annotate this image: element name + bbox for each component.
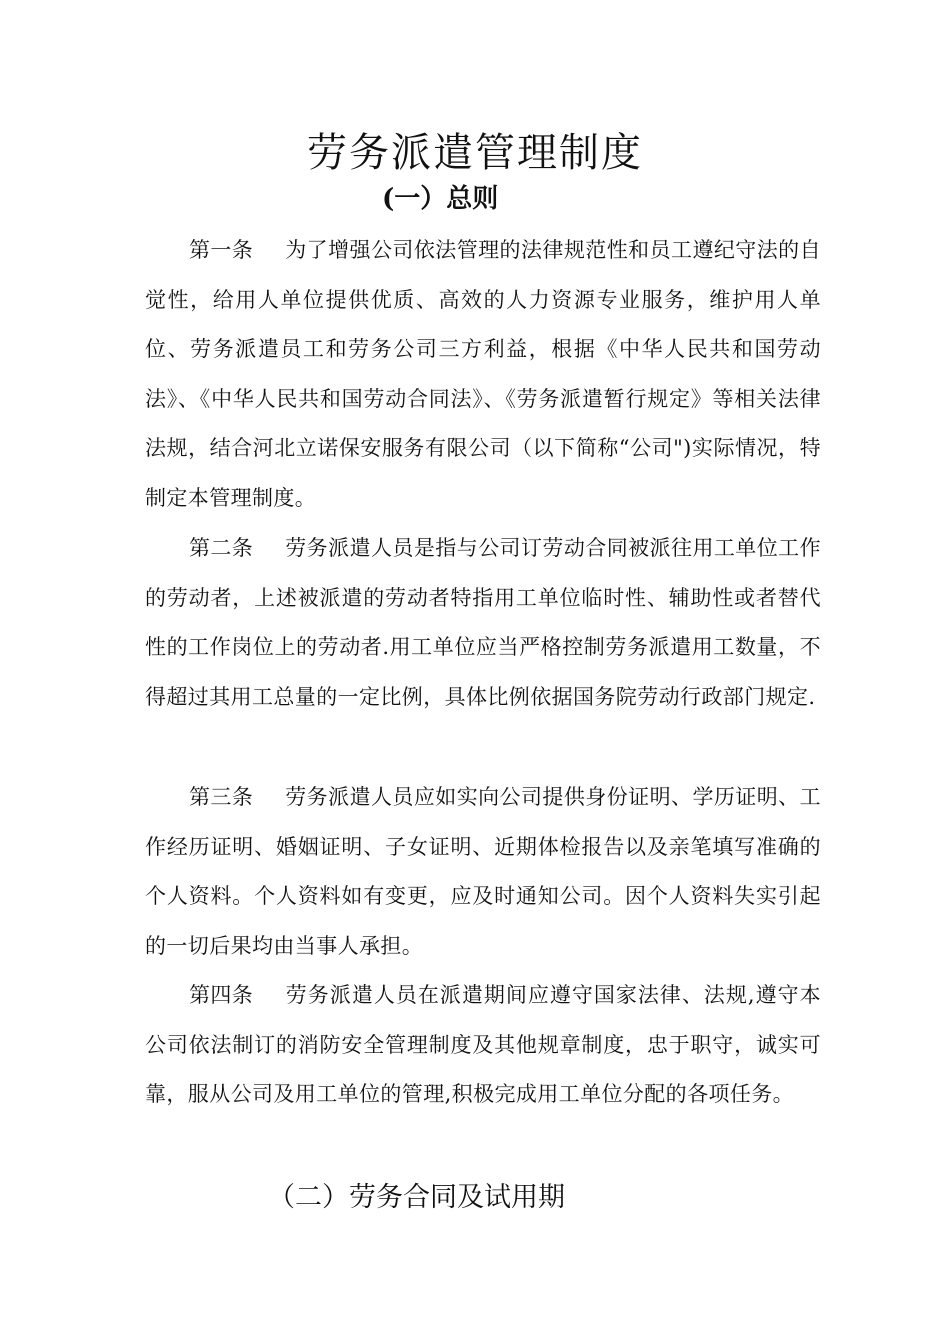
- article-number: 第二条: [189, 536, 254, 560]
- article-number: 第四条: [189, 983, 254, 1007]
- article-text: 劳务派遣人员应如实向公司提供身份证明、学历证明、工作经历证明、婚姻证明、子女证明、近期体检报告以及亲笔填写准确的个人资料。个人资料如有变更，应及时通知公司。因个人资料失实引起的一切后果均由当事人承担。: [145, 785, 821, 958]
- document-title: 劳务派遣管理制度: [307, 130, 643, 176]
- article-text: 劳务派遣人员是指与公司订劳动合同被派往用工单位工作的劳动者，上述被派遣的劳动者特指用工单位临时性、辅助性或者替代性的工作岗位上的劳动者.用工单位应当严格控制劳务派遣用工数量，不得超过其用工总量的一定比例，具体比例依据国务院劳动行政部门规定.: [145, 536, 821, 709]
- article-4: [145, 971, 821, 1120]
- article-number: 第三条: [189, 785, 254, 809]
- section-heading-contract: （二）劳务合同及试用期: [268, 1182, 565, 1213]
- article-1: [145, 226, 821, 523]
- article-text: 为了增强公司依法管理的法律规范性和员工遵纪守法的自觉性，给用人单位提供优质、高效的人力资源专业服务，维护用人单位、劳务派遣员工和劳务公司三方利益，根据《中华人民共和国劳动法》、《中华人民共和国劳动合同法》、《劳务派遣暂行规定》等相关法律法规，结合河北立诺保安服务有限公司（以下简称“公司")实际情况，特制定本管理制度。: [145, 238, 821, 510]
- article-text: 劳务派遣人员在派遣期间应遵守国家法律、法规,遵守本公司依法制订的消防安全管理制度及其他规章制度，忠于职守，诚实可靠，服从公司及用工单位的管理,积极完成用工单位分配的各项任务。: [145, 983, 821, 1106]
- section-heading-general: (一）总则: [382, 184, 499, 214]
- article-3: [145, 773, 821, 971]
- article-number: 第一条: [189, 238, 254, 262]
- article-2: [145, 524, 821, 722]
